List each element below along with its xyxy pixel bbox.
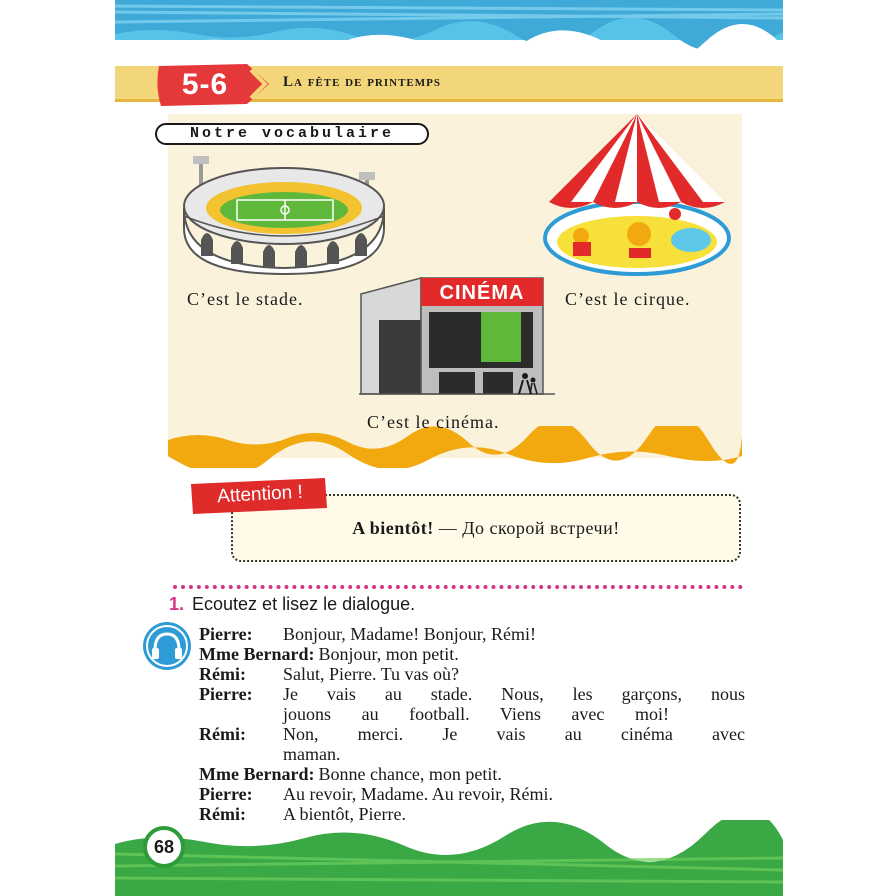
textbook-page <box>115 0 783 896</box>
attention-label: Attention ! <box>216 481 304 508</box>
exercise-number: 1. <box>169 594 185 614</box>
dialogue-line <box>199 684 745 704</box>
speaker: Pierre: <box>199 684 253 704</box>
dialogue-continuation <box>199 704 745 724</box>
speech: Bonne chance, mon petit. <box>318 764 502 784</box>
speaker: Rémi: <box>199 804 246 824</box>
speaker: Pierre: <box>199 784 253 804</box>
speech: Non, merci. Je vais au cinéma avec <box>283 724 745 744</box>
lesson-number: 5-6 <box>181 68 229 101</box>
stadium-caption: C’est le stade. <box>187 289 304 309</box>
speech: maman. <box>283 744 341 764</box>
attention-phrase <box>231 518 741 539</box>
circus-tent-illustration <box>541 110 733 278</box>
phrase-separator: — <box>433 518 463 538</box>
dialogue-line <box>199 724 745 744</box>
speaker: Pierre: <box>199 624 253 644</box>
top-paint-band <box>115 0 783 58</box>
exercise-text: Ecoutez et lisez le dialogue. <box>192 594 416 614</box>
speaker: Mme Bernard: <box>199 644 315 664</box>
speaker: Mme Bernard: <box>199 764 315 784</box>
speaker: Rémi: <box>199 724 246 744</box>
speech: Bonjour, mon petit. <box>318 644 459 664</box>
speaker: Rémi: <box>199 664 246 684</box>
dialogue-line <box>199 664 745 684</box>
speech: Je vais au stade. Nous, les garçons, nous <box>283 684 745 704</box>
cinema-sign: CINÉMA <box>439 282 525 304</box>
speech: Salut, Pierre. Tu vas où? <box>283 664 460 684</box>
dialogue-line <box>199 644 745 664</box>
dialogue-line <box>199 624 745 644</box>
headphones-icon[interactable] <box>141 620 193 672</box>
speech: A bientôt, Pierre. <box>283 804 406 824</box>
dotted-separator <box>173 585 743 589</box>
cinema-caption: C’est le cinéma. <box>367 412 500 432</box>
exercise-instruction <box>169 594 415 615</box>
bottom-paint-band <box>115 820 783 896</box>
speech: Au revoir, Madame. Au revoir, Rémi. <box>283 784 553 804</box>
dialogue-line <box>199 764 745 784</box>
circus-caption: C’est le cirque. <box>565 289 691 309</box>
lesson-title: La fête de printemps <box>283 74 441 90</box>
stadium-illustration <box>179 156 389 276</box>
dialogue-line <box>199 784 745 804</box>
phrase-russian: До скорой встречи! <box>462 518 620 538</box>
dialogue-continuation <box>199 744 745 764</box>
speech: Bonjour, Madame! Bonjour, Rémi! <box>283 624 537 644</box>
phrase-french: A bientôt! <box>352 518 434 538</box>
speech: jouons au football. Viens avec moi! <box>283 704 669 724</box>
dialogue <box>199 624 745 824</box>
vocabulary-label: Notre vocabulaire <box>155 123 429 145</box>
page-number: 68 <box>143 826 185 868</box>
